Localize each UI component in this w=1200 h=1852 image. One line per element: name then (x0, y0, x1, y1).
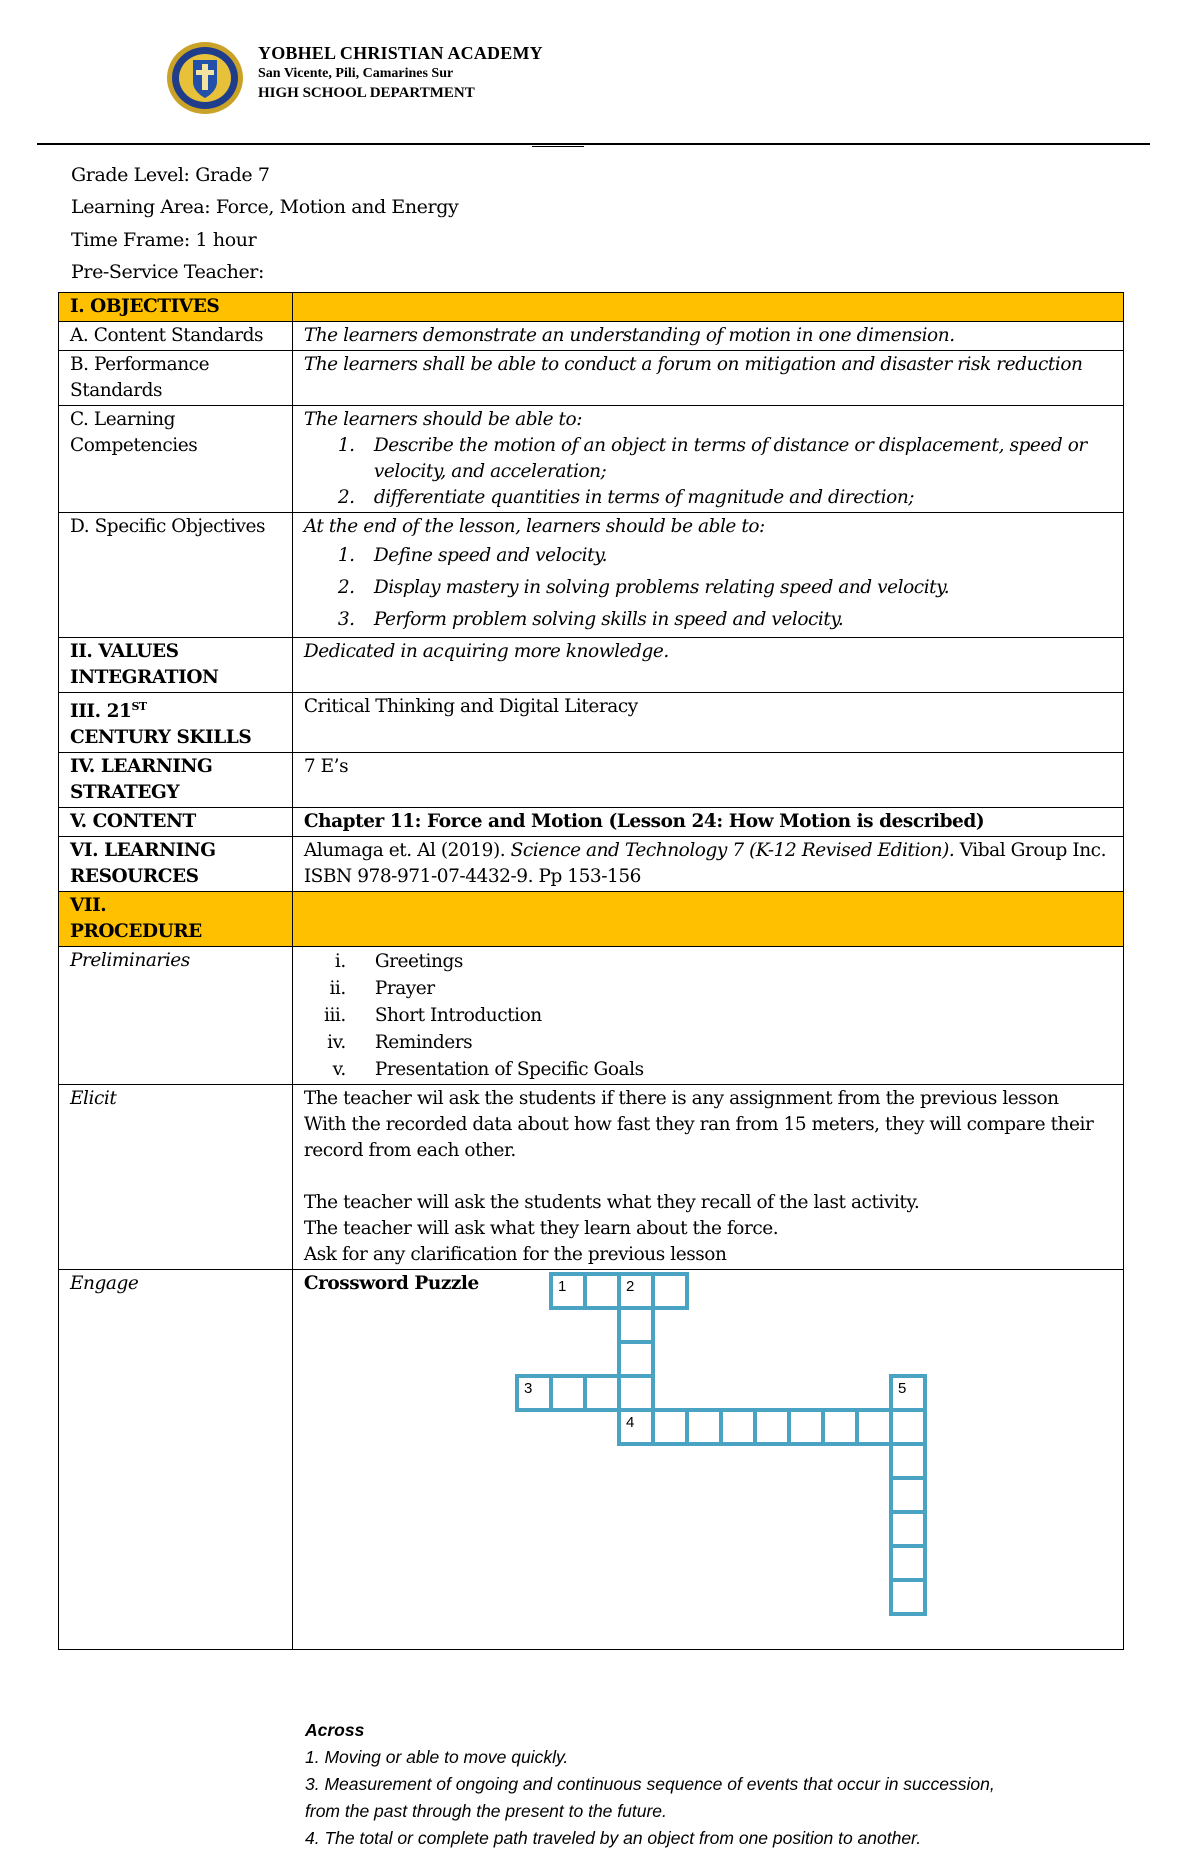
list-number: ii. (329, 978, 346, 1000)
learning-strategy-text: 7 E’s (292, 753, 1123, 808)
crossword-cell (823, 1410, 857, 1444)
preliminaries-label: Preliminaries (59, 947, 293, 1085)
crossword-cell (551, 1376, 585, 1410)
learning-area: Learning Area: Force, Motion and Energy (71, 196, 459, 218)
content-standards-label: A. Content Standards (59, 322, 293, 351)
century-skills-row (59, 693, 1124, 753)
crossword-cell (891, 1580, 925, 1614)
school-heading (258, 42, 543, 102)
crossword-cell (891, 1478, 925, 1512)
clues-heading: Across (305, 1720, 365, 1740)
content-row (59, 808, 1124, 837)
pre-service-teacher: Pre-Service Teacher: (71, 261, 264, 283)
crossword-cell (789, 1410, 823, 1444)
list-text: Short Introduction (374, 1005, 542, 1027)
list-text: Define speed and velocity. (373, 545, 608, 566)
specific-list (338, 540, 1112, 636)
learning-strategy-label: IV. LEARNING STRATEGY (59, 753, 293, 808)
school-name: YOBHEL CHRISTIAN ACADEMY (258, 43, 543, 63)
elicit-line-3: The teacher will ask the students what they recall of the last activity. (303, 1192, 920, 1214)
list-item (304, 948, 1112, 975)
values-integration-row (59, 638, 1124, 693)
list-number: 1. (337, 435, 355, 456)
elicit-line-1: The teacher wil ask the students if there is any assignment from the previous lesson (303, 1088, 1059, 1110)
crossword-cell (585, 1274, 619, 1308)
resource-publisher: Vibal Group Inc. ISBN 978-971-07-4432-9. Pp 153-156 (303, 840, 1107, 888)
crossword-cell (891, 1444, 925, 1478)
crossword-cell (857, 1410, 891, 1444)
crossword-cell (619, 1342, 653, 1376)
list-number: 2. (337, 577, 355, 598)
learning-resources-row (59, 837, 1124, 892)
list-item (338, 604, 1112, 636)
preliminaries-row (59, 947, 1124, 1085)
list-item (304, 1002, 1112, 1029)
learning-competencies-label: C. Learning Competencies (59, 406, 293, 513)
list-number: 1. (337, 545, 355, 566)
engage-label: Engage (59, 1270, 293, 1650)
crossword-title: Crossword Puzzle (303, 1273, 479, 1295)
crossword-cell (891, 1546, 925, 1580)
crossword-cell (551, 1274, 585, 1308)
list-number: v. (332, 1059, 346, 1081)
school-logo (165, 40, 245, 116)
crossword-cell (721, 1410, 755, 1444)
century-skills-label (59, 693, 293, 753)
elicit-line-4: The teacher will ask what they learn about the force. (303, 1218, 779, 1240)
list-text: Prayer (374, 978, 435, 1000)
header-rule-accent (532, 146, 584, 147)
list-text: Reminders (374, 1032, 473, 1054)
specific-objectives-label: D. Specific Objectives (59, 513, 293, 638)
content-text: Chapter 11: Force and Motion (Lesson 24: How Motion is described) (292, 808, 1123, 837)
crossword-number: 4 (625, 1414, 634, 1432)
list-number: 3. (337, 609, 355, 630)
performance-standards-row (59, 351, 1124, 406)
elicit-line-5: Ask for any clarification for the previous lesson (303, 1244, 727, 1266)
engage-cell (292, 1270, 1123, 1650)
elicit-row (59, 1085, 1124, 1270)
clue-item: 1. Moving or able to move quickly. (305, 1747, 569, 1767)
crossword-cell (619, 1376, 653, 1410)
crossword-cell (517, 1376, 551, 1410)
elicit-spacer (304, 1164, 1112, 1190)
learning-strategy-row (59, 753, 1124, 808)
list-text: Display mastery in solving problems relating speed and velocity. (373, 577, 950, 598)
procedure-header-row (59, 892, 1124, 947)
list-text: Perform problem solving skills in speed and velocity. (373, 609, 844, 630)
learning-resources-label: VI. LEARNING RESOURCES (59, 837, 293, 892)
crossword-cell (619, 1308, 653, 1342)
resource-title: Science and Technology 7 (K-12 Revised Edition). (510, 840, 955, 862)
learning-competencies-cell (292, 406, 1123, 513)
list-text: differentiate quantities in terms of magnitude and direction; (373, 487, 915, 508)
header-rule (37, 143, 1150, 145)
clue-item: 4. The total or complete path traveled by an object from one position to another. (305, 1828, 922, 1848)
elicit-cell (292, 1085, 1123, 1270)
procedure-heading: VII. PROCEDURE (59, 892, 293, 947)
preliminaries-list (304, 948, 1112, 1083)
skills-label-number: III. 21 (70, 701, 132, 723)
content-standards-row (59, 322, 1124, 351)
crossword-clues (305, 1717, 1025, 1852)
resource-authors: Alumaga et. Al (2019). (303, 840, 506, 862)
skills-label-text: CENTURY SKILLS (70, 727, 252, 749)
century-skills-text: Critical Thinking and Digital Literacy (292, 693, 1123, 753)
time-frame: Time Frame: 1 hour (71, 229, 257, 251)
crossword-cell (653, 1410, 687, 1444)
list-number: iii. (323, 1005, 346, 1027)
performance-standards-text: The learners shall be able to conduct a forum on mitigation and disaster risk reduction (292, 351, 1123, 406)
objectives-heading: I. OBJECTIVES (59, 293, 293, 322)
skills-label-superscript: ST (131, 700, 147, 713)
elicit-line-2: With the recorded data about how fast they ran from 15 meters, they will compare their record from each other. (303, 1114, 1094, 1162)
grade-level: Grade Level: Grade 7 (71, 164, 270, 186)
list-number: iv. (327, 1032, 346, 1054)
crossword-cells (517, 1274, 925, 1614)
list-item (304, 975, 1112, 1002)
content-standards-text: The learners demonstrate an understanding of motion in one dimension. (292, 322, 1123, 351)
values-integration-label: II. VALUES INTEGRATION (59, 638, 293, 693)
crossword-cell (687, 1410, 721, 1444)
crossword-grid (293, 1270, 1148, 1650)
clue-item: 3. Measurement of ongoing and continuous sequence of events that occur in succession, from the past through the present to the future. (305, 1774, 995, 1821)
values-integration-text: Dedicated in acquiring more knowledge. (292, 638, 1123, 693)
competencies-list (338, 433, 1112, 511)
list-item (338, 485, 1112, 511)
crossword-cell (755, 1410, 789, 1444)
specific-objectives-row (59, 513, 1124, 638)
list-text: Presentation of Specific Goals (374, 1059, 644, 1081)
list-item (304, 1056, 1112, 1083)
lesson-plan-table (58, 292, 1124, 1650)
school-address: San Vicente, Pili, Camarines Sur (258, 66, 454, 81)
crossword-cell (891, 1410, 925, 1444)
crossword-cell (653, 1274, 687, 1308)
crossword-number: 3 (523, 1380, 532, 1398)
list-item (338, 433, 1112, 485)
specific-objectives-cell (292, 513, 1123, 638)
school-department: HIGH SCHOOL DEPARTMENT (258, 85, 475, 101)
list-item (304, 1029, 1112, 1056)
list-number: i. (334, 951, 346, 973)
list-text: Greetings (374, 951, 463, 973)
crossword-number: 2 (625, 1278, 634, 1296)
crossword-cell (619, 1274, 653, 1308)
competencies-intro: The learners should be able to: (303, 409, 582, 430)
crossword-cell (619, 1410, 653, 1444)
list-item (338, 572, 1112, 604)
crossword-number: 5 (897, 1380, 906, 1398)
preliminaries-cell (292, 947, 1123, 1085)
crossword-cell (891, 1512, 925, 1546)
elicit-label: Elicit (59, 1085, 293, 1270)
crossword-cell (585, 1376, 619, 1410)
content-label: V. CONTENT (59, 808, 293, 837)
procedure-header-empty (292, 892, 1123, 947)
specific-intro: At the end of the lesson, learners should be able to: (303, 516, 765, 537)
objectives-header-empty (292, 293, 1123, 322)
list-item (338, 540, 1112, 572)
crossword-cell (891, 1376, 925, 1410)
objectives-header-row (59, 293, 1124, 322)
list-text: Describe the motion of an object in terms of distance or displacement, speed or velocity, and acceleration; (373, 435, 1087, 482)
engage-row (59, 1270, 1124, 1650)
learning-resources-cell (292, 837, 1123, 892)
learning-competencies-row (59, 406, 1124, 513)
crossword-number: 1 (557, 1278, 566, 1296)
list-number: 2. (337, 487, 355, 508)
performance-standards-label: B. Performance Standards (59, 351, 293, 406)
